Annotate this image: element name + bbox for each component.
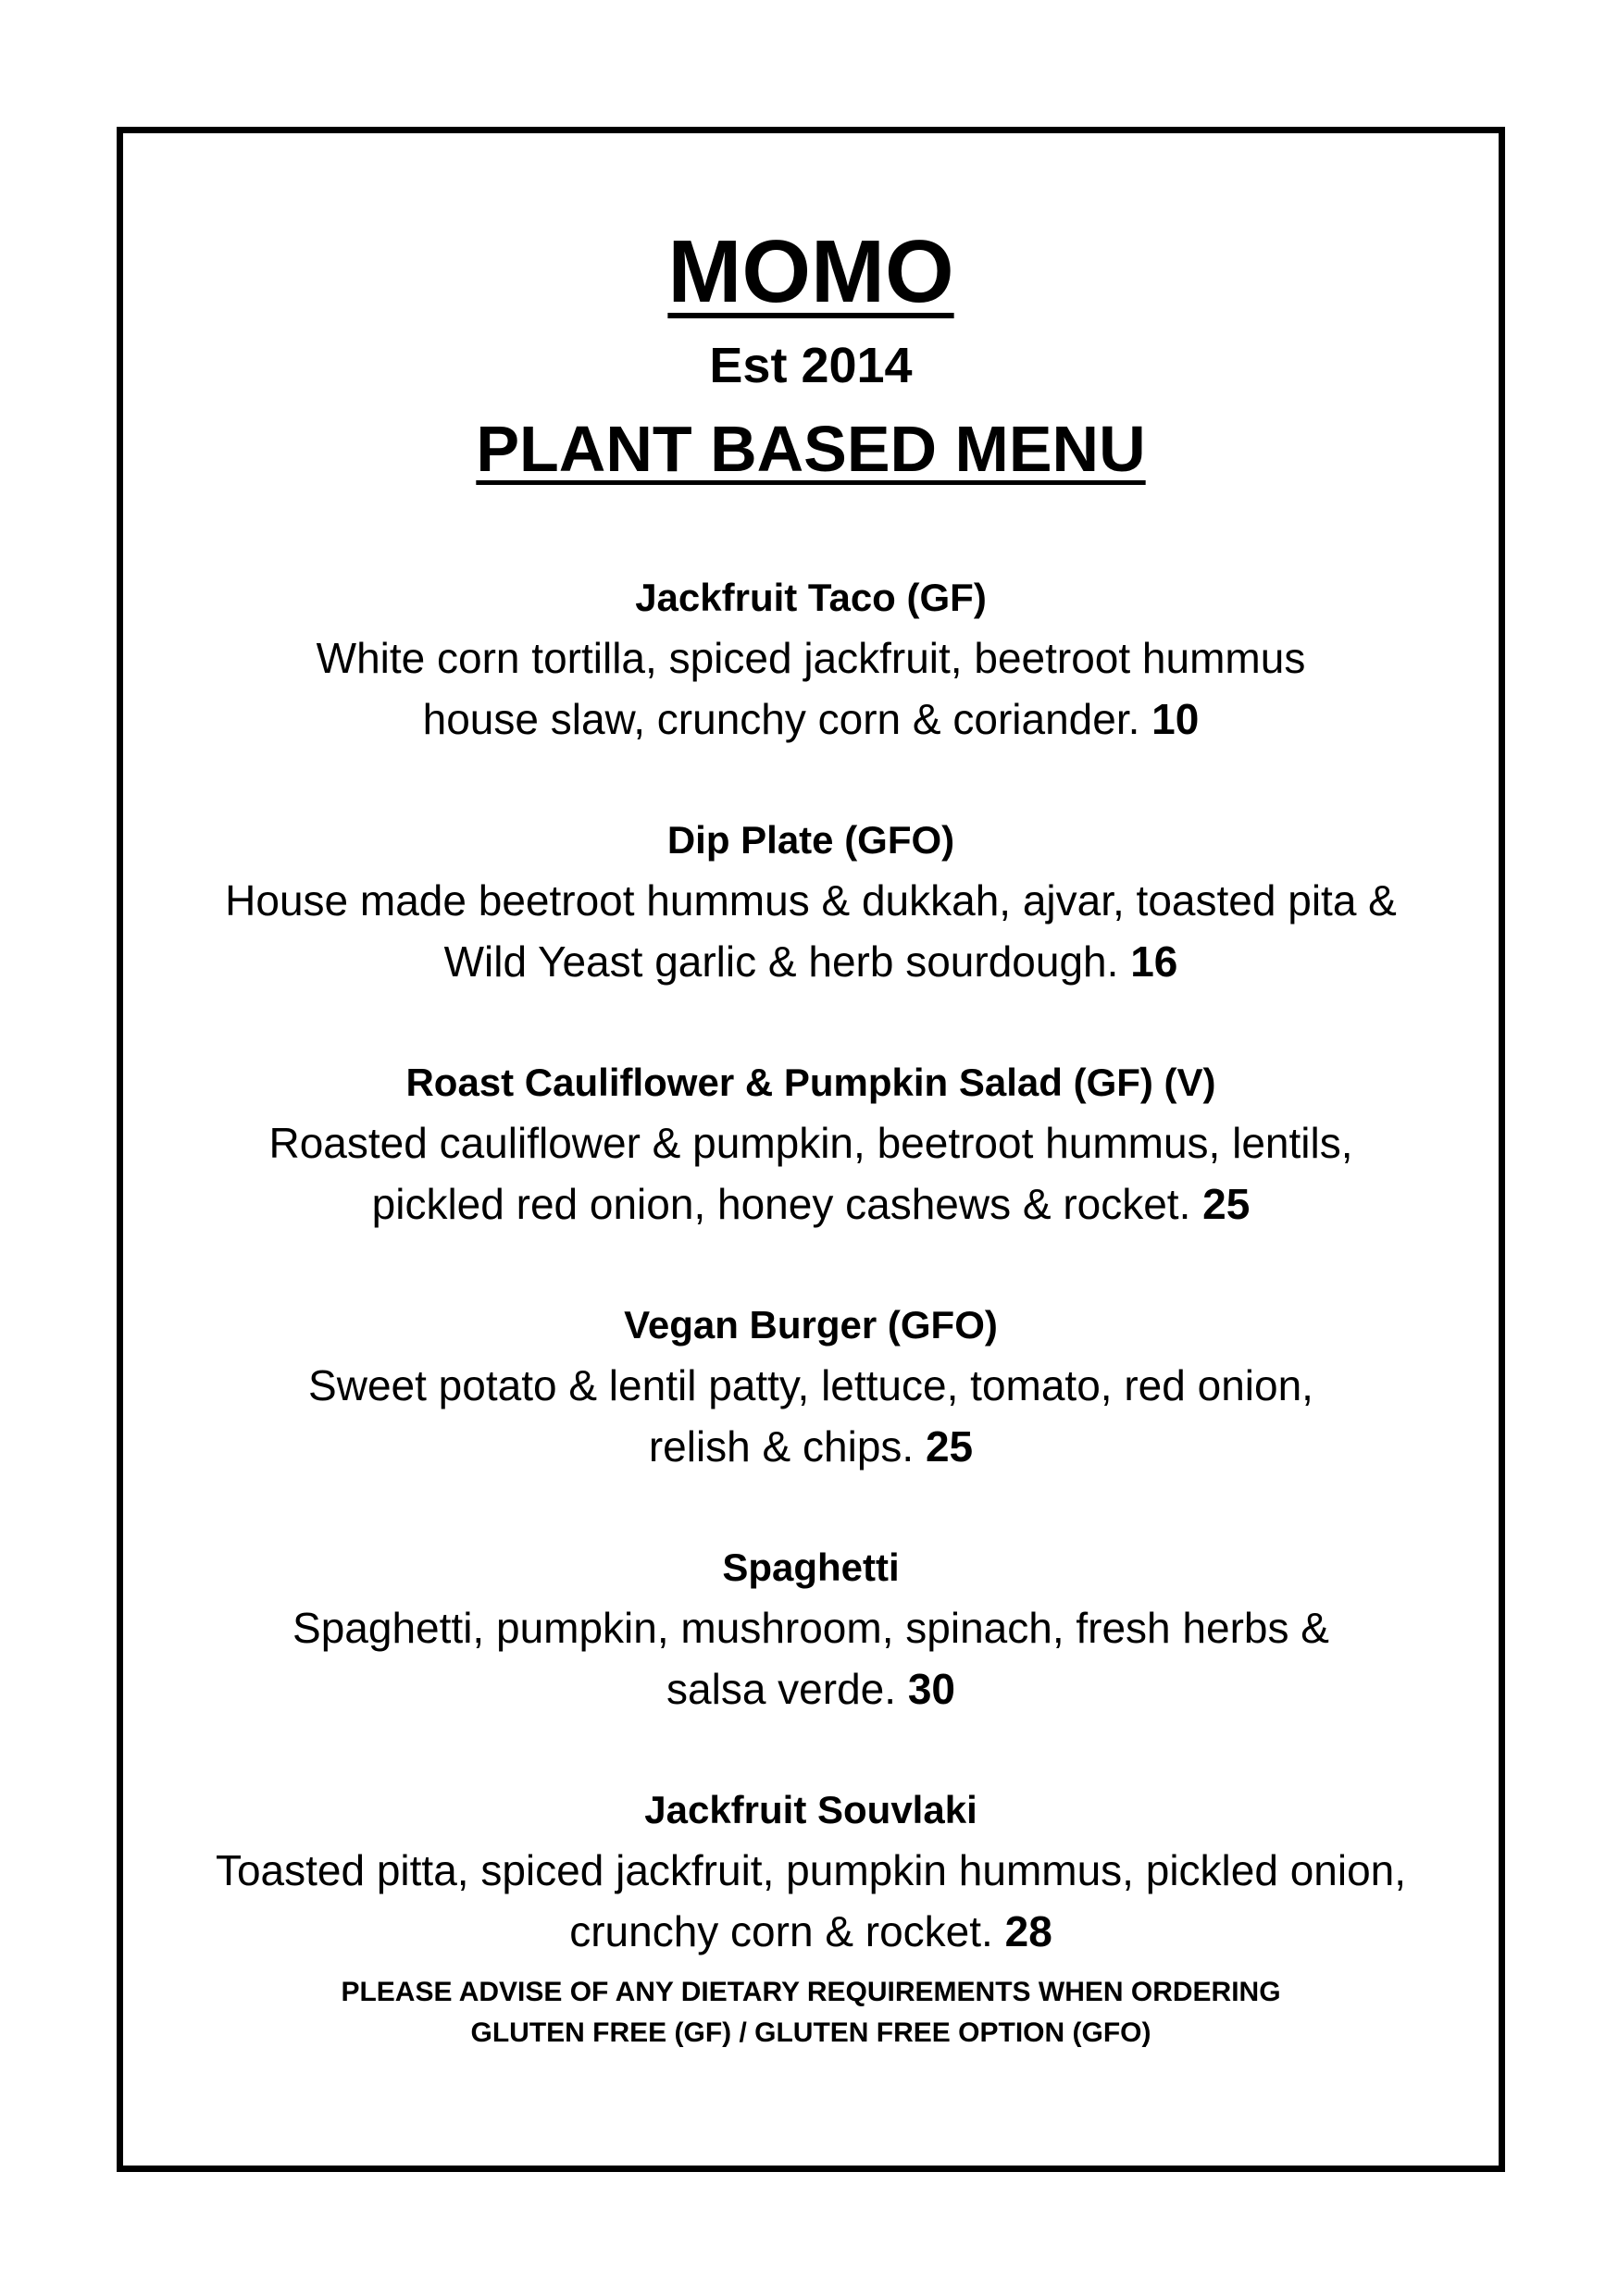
menu-item [123, 1296, 1499, 1477]
menu-item-description-line [123, 1901, 1499, 1962]
menu-item-name: Jackfruit Souvlaki [644, 1788, 977, 1831]
menu-item-name: Jackfruit Taco (GF) [635, 576, 987, 619]
gluten-free-legend: GLUTEN FREE (GF) / GLUTEN FREE OPTION (GFO) [470, 2017, 1151, 2048]
menu-item-description-text: salsa verde. [666, 1665, 897, 1713]
menu-item-description-line: Roasted cauliflower & pumpkin, beetroot hummus, lentils, [268, 1119, 1353, 1167]
menu-item-description-text: relish & chips. [648, 1422, 915, 1471]
restaurant-name-text: MOMO [667, 222, 954, 321]
menu-item-description-line [123, 689, 1499, 750]
menu-item-price: 28 [1004, 1907, 1052, 1955]
menu-title-text: PLANT BASED MENU [476, 413, 1146, 485]
menu-item-price: 30 [907, 1665, 955, 1713]
menu-item-description-line [123, 1416, 1499, 1477]
menu-title [123, 407, 1499, 490]
menu-item-description-text: pickled red onion, honey cashews & rocket. [371, 1180, 1191, 1228]
menu-item-name: Spaghetti [722, 1545, 900, 1589]
menu-item-price: 25 [925, 1422, 974, 1471]
menu-item [123, 1781, 1499, 1962]
menu-item-description-line [123, 1658, 1499, 1719]
established-year: Est 2014 [709, 338, 913, 393]
menu-item-description-text: crunchy corn & rocket. [569, 1907, 993, 1955]
menu-item-description-line: Toasted pitta, spiced jackfruit, pumpkin hummus, pickled onion, [215, 1846, 1407, 1894]
menu-items-list [123, 568, 1499, 2023]
menu-item-name: Roast Cauliflower & Pumpkin Salad (GF) (V) [405, 1061, 1216, 1104]
menu-item-description-line: Spaghetti, pumpkin, mushroom, spinach, fresh herbs & [292, 1604, 1329, 1652]
menu-item-description-line [123, 1173, 1499, 1235]
restaurant-name [123, 217, 1499, 328]
menu-item [123, 1538, 1499, 1719]
menu-item-description-line: White corn tortilla, spiced jackfruit, beetroot hummus [316, 634, 1306, 682]
menu-item [123, 811, 1499, 992]
menu-item-price: 10 [1151, 695, 1200, 743]
menu-border-frame [117, 127, 1505, 2172]
menu-item-description-line: House made beetroot hummus & dukkah, ajvar, toasted pita & [225, 876, 1397, 925]
menu-item-price: 25 [1202, 1180, 1251, 1228]
menu-item [123, 568, 1499, 750]
menu-item-description-line: Sweet potato & lentil patty, lettuce, tomato, red onion, [308, 1361, 1313, 1409]
menu-item [123, 1053, 1499, 1235]
menu-item-description-text: Wild Yeast garlic & herb sourdough. [443, 937, 1119, 986]
menu-item-description-line [123, 931, 1499, 992]
dietary-notice [123, 1972, 1499, 2054]
menu-item-name: Dip Plate (GFO) [666, 818, 955, 862]
dietary-notice-line: PLEASE ADVISE OF ANY DIETARY REQUIREMENTS WHEN ORDERING [341, 1977, 1281, 2007]
menu-item-price: 16 [1130, 937, 1178, 986]
menu-item-description-text: house slaw, crunchy corn & coriander. [422, 695, 1140, 743]
menu-item-name: Vegan Burger (GFO) [624, 1303, 998, 1347]
